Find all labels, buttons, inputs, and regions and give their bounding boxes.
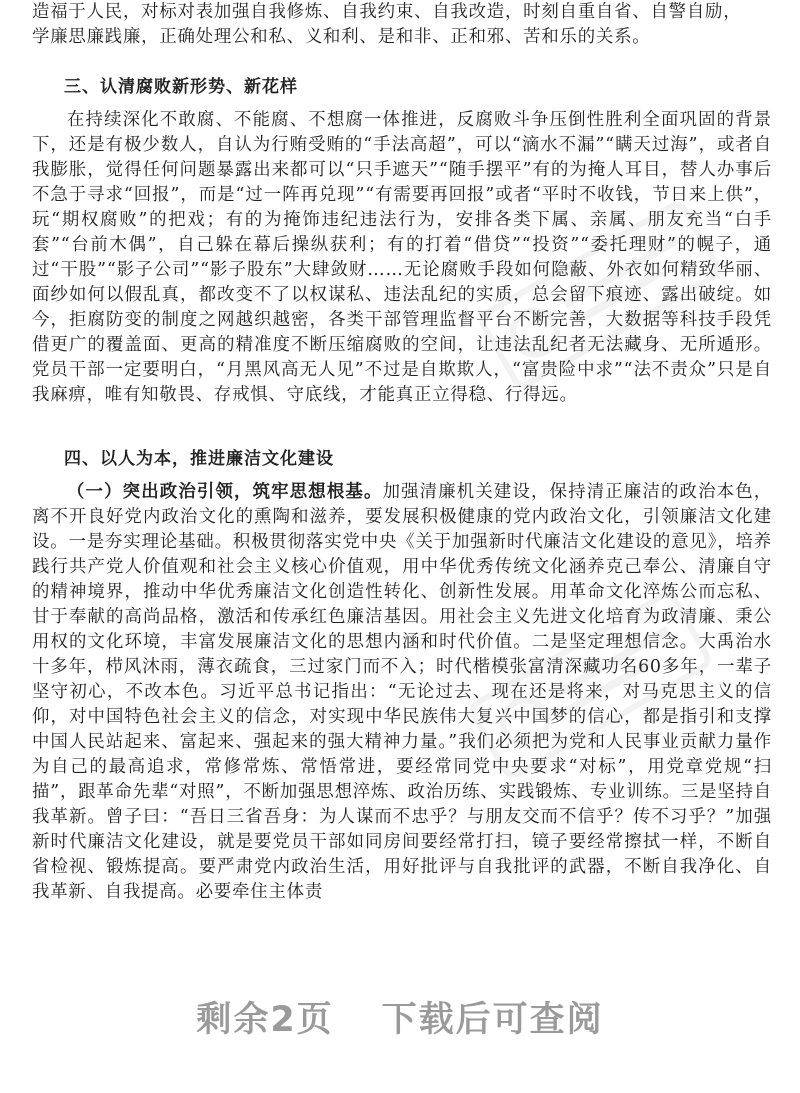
top-paragraph-line-2: 学廉思廉践廉，正确处理公和私、义和利、是和非、正和邪、苦和乐的关系。 xyxy=(32,27,651,47)
download-to-view-label: 下载后可查阅 xyxy=(381,1000,604,1040)
section-3-heading: 三、认清腐败新形势、新花样 xyxy=(64,77,298,97)
remaining-pages-label: 剩余2页 xyxy=(196,1000,334,1040)
section-4-text: 加强清廉机关建设，保持清正廉洁的政治本色，离不开良好党内政治文化的熏陶和滋养，要发展积极健康的党内政治文化，引领廉洁文化建设。一是夯实理论基础。积极贯彻落实党中央《关于加强新时代廉洁文化建设的意见》，培养践行共产党人价值观和社会主义核心价值观，用中华优秀传统文化涵养克己奉公、清廉自守的精神境界，推动中华优秀廉洁文化创造性转化、创新性发展。用革命文化淬炼公而忘私、甘于奉献的高尚品格，激活和传承红色廉洁基因。用社会主义先进文化培育为政清廉、秉公用权的文化环境，丰富发展廉洁文化的思想内涵和时代价值。二是坚定理想信念。大禹治水十多年，栉风沐雨，薄衣疏食，三过家门而不入；时代楷模张富清深藏功名60多年，一辈子坚守初心，不改本色。习近平总书记指出：“无论过去、现在还是将来，对马克思主义的信仰，对中国特色社会主义的信念，对实现中华民族伟大复兴中国梦的信心，都是指引和支撑中国人民站起来、富起来、强起来的强大精神力量。”我们必须把为党和人民事业贡献力量作为自己的最高追求，常修常炼、常悟常进，要经常同党中央要求“对标”，用党章党规“扫描”，跟革命先辈“对照”，不断加强思想淬炼、政治历练、实践锻炼、专业训练。三是坚持自我革新。曾子曰：“吾日三省吾身：为人谋而不忠乎？与朋友交而不信乎？传不习乎？”加强新时代廉洁文化建设，就是要党员干部如同房间要经常打扫，镜子要经常擦拭一样，不断自省检视、锻炼提高。要严肃党内政治生活，用好批评与自我批评的武器，不断自我净化、自我革新、自我提高。必要牵住主体责 xyxy=(32,482,772,902)
download-prompt-banner[interactable] xyxy=(0,990,800,1050)
section-4-heading: 四、以人为本，推进廉洁文化建设 xyxy=(64,449,334,469)
section-4-lead: （一）突出政治引领，筑牢思想根基。 xyxy=(67,482,383,502)
top-paragraph xyxy=(32,0,772,63)
section-3-paragraph: 在持续深化不敢腐、不能腐、不想腐一体推进，反腐败斗争压倒性胜利全面巩固的背景下，还是有极少数人，自认为行贿受贿的“手法高超”，可以“滴水不漏”“瞒天过海”，或者自我膨胀，觉得任何问题暴露出来都可以“只手遮天”“随手摆平”有的为掩人耳目，替人办事后不急于寻求“回报”，而是“过一阵再兑现”“有需要再回报”或者“平时不收钱，节日来上供”，玩“期权腐败”的把戏；有的为掩饰违纪违法行为，安排各类下属、亲属、朋友充当“白手套”“台前木偶”，自己躲在幕后操纵获利；有的打着“借贷”“投资”“委托理财”的幌子，通过“干股”“影子公司”“影子股东”大肆敛财……无论腐败手段如何隐蔽、外衣如何精致华丽、面纱如何以假乱真，都改变不了以权谋私、违法乱纪的实质，总会留下痕迹、露出破绽。如今，拒腐防变的制度之网越织越密，各类干部管理监督平台不断完善，大数据等科技手段凭借更广的覆盖面、更高的精准度不断压缩腐败的空间，让违法乱纪者无法藏身、无所遁形。党员干部一定要明白，“月黑风高无人见”不过是自欺欺人，“富贵险中求”“法不责众”只是自我麻痹，唯有知敬畏、存戒惧、守底线，才能真正立得稳、行得远。 xyxy=(32,110,772,405)
top-paragraph-line-1: 造福于人民，对标对表加强自我修炼、自我约束、自我改造，时刻自重自省、自警自励， xyxy=(32,2,742,22)
